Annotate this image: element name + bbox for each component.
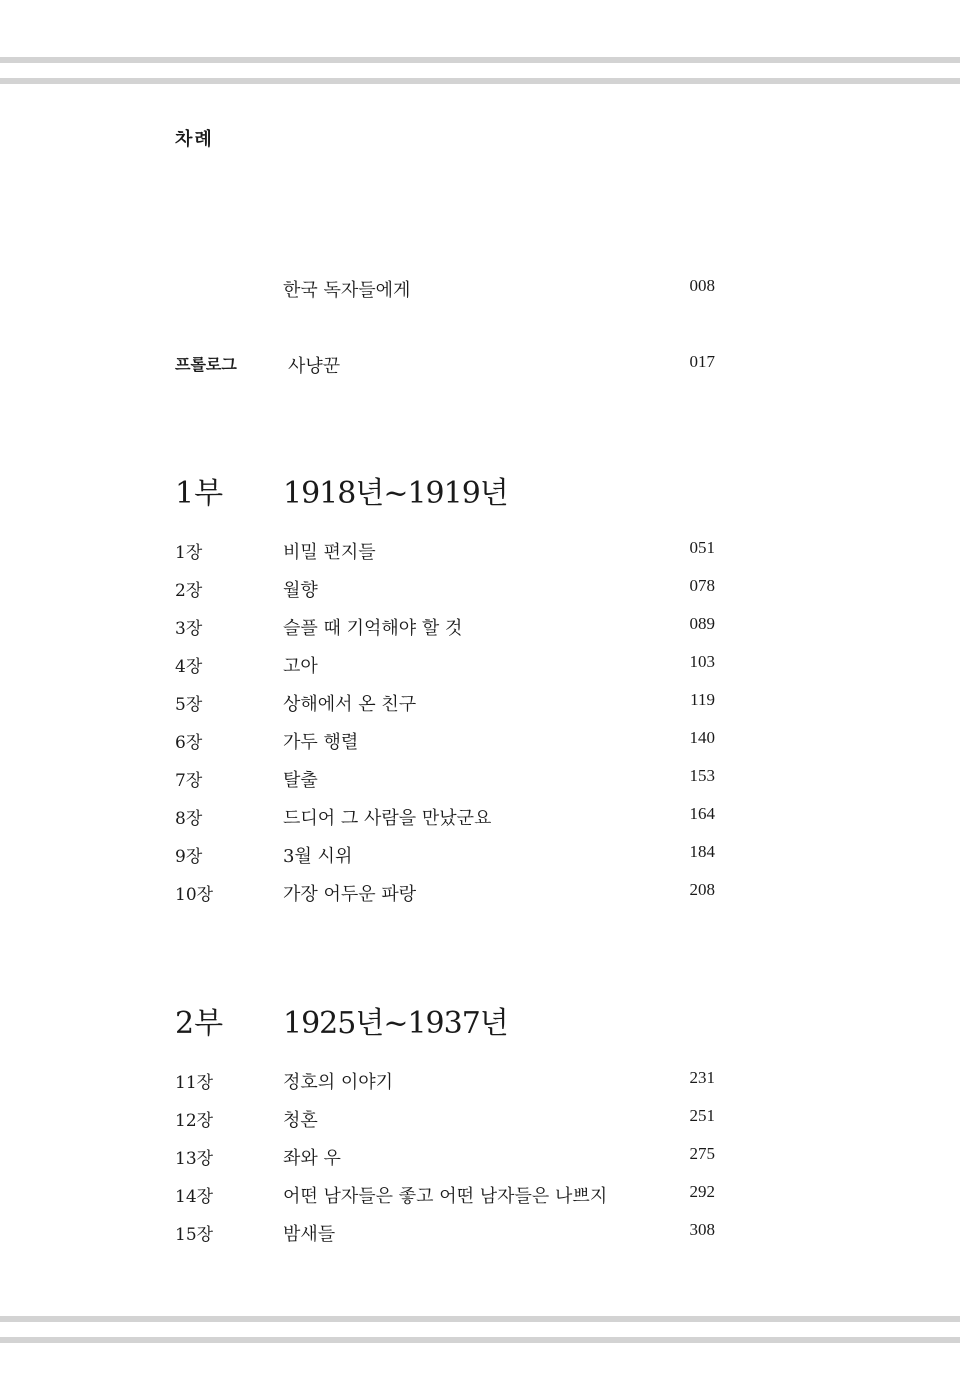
chapter-row[interactable] <box>0 1220 960 1250</box>
chapter-title: 슬플 때 기억해야 할 것 <box>283 618 463 639</box>
chapter-label: 1장 <box>175 543 203 563</box>
chapter-label: 4장 <box>175 657 203 677</box>
chapter-row[interactable] <box>0 804 960 834</box>
chapter-label: 2장 <box>175 581 203 601</box>
chapter-label: 14장 <box>175 1187 214 1207</box>
chapter-title: 가장 어두운 파랑 <box>283 884 417 905</box>
chapter-row[interactable] <box>0 880 960 910</box>
chapter-row[interactable] <box>0 1182 960 1212</box>
chapter-label: 9장 <box>175 847 203 867</box>
chapter-page: 231 <box>689 1068 715 1087</box>
chapter-page: 051 <box>689 538 715 557</box>
chapter-page: 140 <box>689 728 715 747</box>
entry-label: 프롤로그 <box>175 355 237 374</box>
chapter-title: 월향 <box>283 580 318 601</box>
part-label: 2부 <box>175 1006 224 1041</box>
chapter-row[interactable] <box>0 1106 960 1136</box>
chapter-title: 정호의 이야기 <box>283 1072 394 1093</box>
part-title: 1918년~1919년 <box>283 476 508 511</box>
chapter-label: 8장 <box>175 809 203 829</box>
chapter-page: 275 <box>689 1144 715 1163</box>
chapter-title: 비밀 편지들 <box>283 542 376 563</box>
chapter-label: 6장 <box>175 733 203 753</box>
chapter-label: 12장 <box>175 1111 214 1131</box>
chapter-title: 어떤 남자들은 좋고 어떤 남자들은 나쁘지 <box>283 1186 608 1207</box>
top-rule-1 <box>0 57 960 63</box>
chapter-label: 7장 <box>175 771 203 791</box>
part-heading-1 <box>0 468 960 512</box>
chapter-row[interactable] <box>0 690 960 720</box>
chapter-page: 119 <box>690 690 715 709</box>
page-title: 차례 <box>175 129 214 150</box>
chapter-title: 드디어 그 사람을 만났군요 <box>283 808 492 829</box>
chapter-page: 184 <box>689 842 715 861</box>
chapter-title: 청혼 <box>283 1110 318 1131</box>
chapter-title: 상해에서 온 친구 <box>283 694 417 715</box>
chapter-row[interactable] <box>0 1068 960 1098</box>
chapter-title: 가두 행렬 <box>283 732 359 753</box>
chapter-title: 고아 <box>283 656 318 677</box>
chapter-label: 10장 <box>175 885 214 905</box>
chapter-row[interactable] <box>0 576 960 606</box>
chapter-row[interactable] <box>0 652 960 682</box>
chapter-title: 3월 시위 <box>283 846 353 867</box>
chapter-page: 103 <box>689 652 715 671</box>
part-label: 1부 <box>175 476 224 511</box>
chapter-label: 13장 <box>175 1149 214 1169</box>
chapter-page: 208 <box>689 880 715 899</box>
entry-title: 한국 독자들에게 <box>283 280 411 301</box>
entry-page: 017 <box>689 352 715 371</box>
bottom-rule-1 <box>0 1316 960 1322</box>
chapter-row[interactable] <box>0 538 960 568</box>
toc-entry-preface[interactable] <box>0 276 960 306</box>
chapter-title: 좌와 우 <box>283 1148 341 1169</box>
chapter-page: 308 <box>689 1220 715 1239</box>
part-title: 1925년~1937년 <box>283 1006 508 1041</box>
chapter-label: 3장 <box>175 619 203 639</box>
chapter-title: 탈출 <box>283 770 318 791</box>
entry-title: 사냥꾼 <box>288 356 341 377</box>
chapter-page: 292 <box>689 1182 715 1201</box>
chapter-page: 164 <box>689 804 715 823</box>
chapter-page: 153 <box>689 766 715 785</box>
chapter-page: 089 <box>689 614 715 633</box>
chapter-label: 15장 <box>175 1225 214 1245</box>
chapter-title: 밤새들 <box>283 1224 336 1245</box>
chapter-row[interactable] <box>0 1144 960 1174</box>
part-heading-2 <box>0 998 960 1042</box>
chapter-row[interactable] <box>0 728 960 758</box>
bottom-rule-2 <box>0 1337 960 1343</box>
chapter-row[interactable] <box>0 842 960 872</box>
entry-page: 008 <box>689 276 715 295</box>
chapter-page: 078 <box>689 576 715 595</box>
top-rule-2 <box>0 78 960 84</box>
chapter-page: 251 <box>689 1106 715 1125</box>
chapter-label: 11장 <box>175 1073 214 1093</box>
chapter-label: 5장 <box>175 695 203 715</box>
chapter-row[interactable] <box>0 614 960 644</box>
toc-entry-prologue[interactable] <box>0 352 960 382</box>
chapter-row[interactable] <box>0 766 960 796</box>
